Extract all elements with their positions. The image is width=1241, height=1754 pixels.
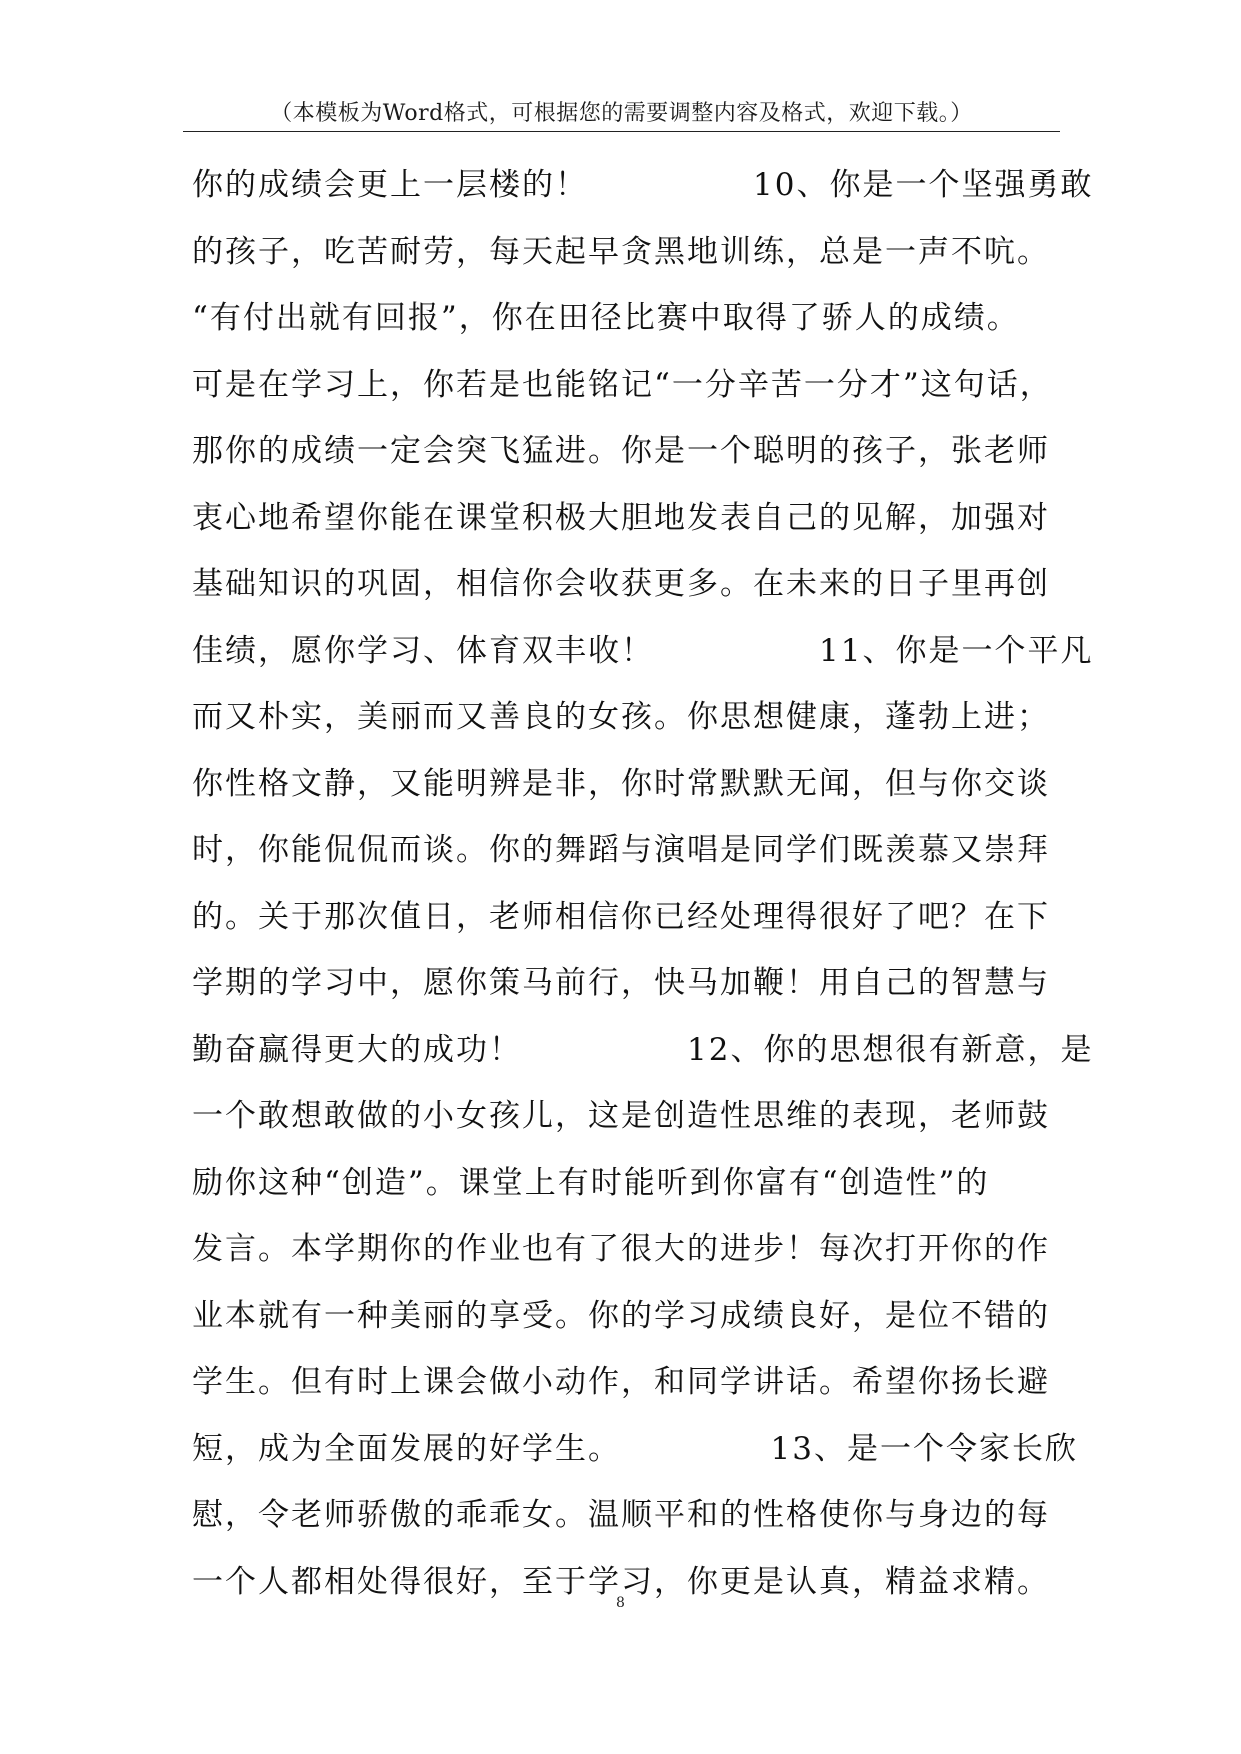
page-number: 8 <box>616 1595 625 1611</box>
text-line: “有付出就有回报”，你在田径比赛中取得了骄人的成绩。 <box>192 300 1020 336</box>
header-divider <box>183 131 1060 132</box>
text-line: 慰，令老师骄傲的乖乖女。温顺平和的性格使你与身边的每 <box>192 1497 1050 1533</box>
body-text <box>192 160 1094 1623</box>
text-line: 发言。本学期你的作业也有了很大的进步！每次打开你的作 <box>192 1231 1050 1267</box>
text-line: 一个人都相处得很好，至于学习，你更是认真，精益求精。 <box>192 1563 1050 1600</box>
text-line: 时，你能侃侃而谈。你的舞蹈与演唱是同学们既羡慕又崇拜 <box>192 832 1050 868</box>
text-line: 你的成绩会更上一层楼的！ 10、你是一个坚强勇敢 <box>192 167 1094 203</box>
text-line: 的孩子，吃苦耐劳，每天起早贪黑地训练，总是一声不吭。 <box>192 233 1050 270</box>
text-line: 励你这种“创造”。课堂上有时能听到你富有“创造性”的 <box>192 1164 990 1201</box>
text-line: 一个敢想敢做的小女孩儿，这是创造性思维的表现，老师鼓 <box>192 1098 1050 1134</box>
text-line: 衷心地希望你能在课堂积极大胆地发表自己的见解，加强对 <box>192 499 1050 536</box>
text-line: 那你的成绩一定会突飞猛进。你是一个聪明的孩子，张老师 <box>192 433 1050 469</box>
text-line: 业本就有一种美丽的享受。你的学习成绩良好，是位不错的 <box>192 1297 1050 1334</box>
template-notice: （本模板为Word格式，可根据您的需要调整内容及格式，欢迎下载。） <box>270 101 973 126</box>
text-line: 勤奋赢得更大的成功！ 12、你的思想很有新意，是 <box>192 1031 1094 1068</box>
text-line: 学生。但有时上课会做小动作，和同学讲话。希望你扬长避 <box>192 1364 1050 1400</box>
text-line: 学期的学习中，愿你策马前行，快马加鞭！用自己的智慧与 <box>192 965 1050 1001</box>
text-line: 可是在学习上，你若是也能铭记“一分辛苦一分才”这句话， <box>192 366 1053 403</box>
text-line: 的。关于那次值日，老师相信你已经处理得很好了吧？在下 <box>192 898 1050 935</box>
text-line: 基础知识的巩固，相信你会收获更多。在未来的日子里再创 <box>192 566 1050 602</box>
text-line: 短，成为全面发展的好学生。 13、是一个令家长欣 <box>192 1430 1078 1467</box>
text-line: 你性格文静，又能明辨是非，你时常默默无闻，但与你交谈 <box>192 765 1050 802</box>
text-line: 佳绩，愿你学习、体育双丰收！ 11、你是一个平凡 <box>192 632 1094 669</box>
text-line: 而又朴实，美丽而又善良的女孩。你思想健康，蓬勃上进； <box>192 699 1050 735</box>
